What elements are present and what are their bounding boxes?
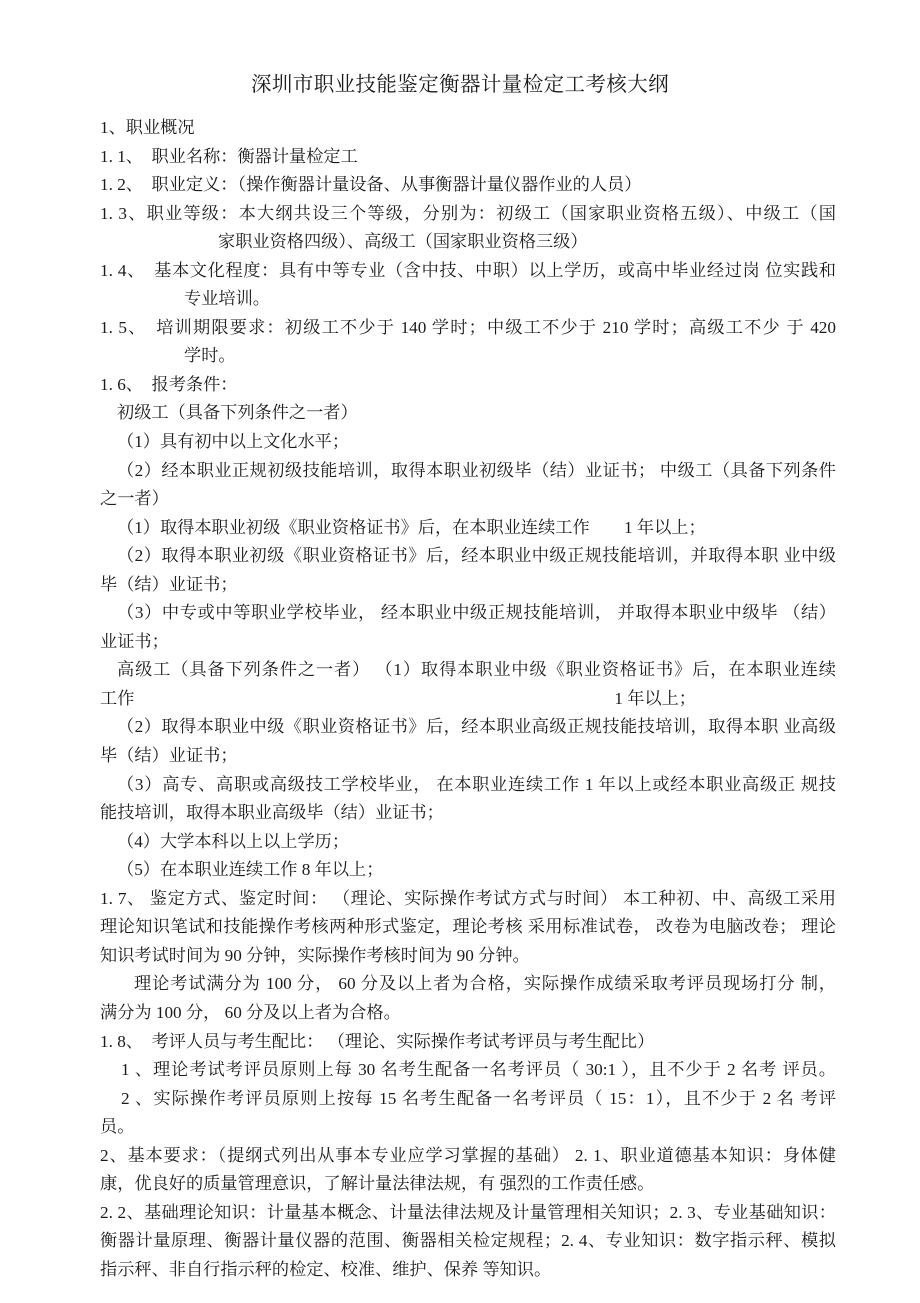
item-1-4-line-1: 1. 4、 基本文化程度：具有中等专业（含中技、中职）以上学历，或高中毕业经过岗 位实践和 [100, 260, 836, 280]
mid-condition-2-line-1: （2）取得本职业初级《职业资格证书》后，经本职业中级正规技能培训，并取得本职 业中级 [117, 546, 836, 566]
mid-condition-1: （1）取得本职业初级《职业资格证书》后，在本职业连续工作 1 年以上； [117, 517, 706, 537]
senior-condition-5: （5）在本职业连续工作 8 年以上； [117, 860, 384, 880]
mid-condition-2-line-2: 毕（结）业证书； [100, 574, 238, 594]
item-1-7-line-1: 1. 7、 鉴定方式、鉴定时间： （理论、实际操作考试方式与时间） 本工种初、中、高级工采用 [100, 888, 836, 908]
item-1-7-score-line-2: 满分为 100 分， 60 分及以上者为合格。 [100, 1002, 401, 1022]
junior-condition-2-line-2: 之一者） [100, 489, 169, 509]
item-2-2-line-1: 2. 2、基础理论知识：计量基本概念、计量法律法规及计量管理相关知识；2. 3、专业基础知识： [100, 1202, 836, 1222]
senior-condition-2-line-2: 毕（结）业证书； [100, 746, 238, 766]
item-2-2-line-3: 指示秤、非自行指示秤的检定、校准、维护、保养 等知识。 [100, 1259, 552, 1279]
item-1-6: 1. 6、 报考条件： [100, 374, 238, 394]
section-2-line-2: 康，优良好的质量管理意识，了解计量法律法规，有 强烈的工作责任感。 [100, 1174, 655, 1194]
item-2-2-line-2: 衡器计量原理、衡器计量仪器的范围、衡器相关检定规程；2. 4、专业知识：数字指示秤、模拟 [100, 1231, 836, 1251]
item-1-7-line-2: 理论知识笔试和技能操作考核两种形式鉴定，理论考核 采用标准试卷， 改卷为电脑改卷； 理论 [100, 917, 836, 937]
senior-condition-3-line-1: （3）高专、高职或高级技工学校毕业， 在本职业连续工作 1 年以上或经本职业高级正 规技 [117, 774, 836, 794]
senior-level-header-line-2 [100, 685, 836, 714]
page-title: 深圳市职业技能鉴定衡器计量检定工考核大纲 [251, 73, 669, 96]
item-1-5-line-2: 学时。 [184, 346, 236, 366]
section-2-line-1: 2、基本要求：（提纲式列出从事本专业应学习掌握的基础） 2. 1、职业道德基本知识：身体健 [100, 1145, 836, 1165]
senior-condition-4: （4）大学本科以上以上学历； [117, 831, 350, 851]
senior-header-years-value: 1 年以上； [614, 688, 696, 708]
mid-condition-3-line-1: （3）中专或中等职业学校毕业， 经本职业中级正规技能培训， 并取得本职业中级毕 （结） [117, 603, 836, 623]
item-1-1: 1. 1、 职业名称：衡器计量检定工 [100, 146, 358, 166]
item-1-3-line-2: 家职业资格四级）、高级工（国家职业资格三级） [218, 232, 588, 252]
item-1-4-line-2: 专业培训。 [184, 289, 270, 309]
item-1-8-ratio-2-line-2: 员。 [100, 1117, 135, 1137]
senior-header-work-label: 工作 [100, 688, 135, 708]
item-1-8: 1. 8、 考评人员与考生配比： （理论、实际操作考试考评员与考生配比） [100, 1031, 655, 1051]
item-1-8-ratio-1: 1 、理论考试考评员原则上每 30 名考生配备一名考评员（ 30:1 ），且不少于 2 名考 评员。 [121, 1060, 836, 1080]
junior-level-header: 初级工（具备下列条件之一者） [117, 403, 358, 423]
section-1-heading: 1、职业概况 [100, 118, 195, 137]
senior-condition-2-line-1: （2）取得本职业中级《职业资格证书》后，经本职业高级正规技能技培训，取得本职 业高级 [117, 717, 836, 737]
item-1-3-line-1: 1. 3、职业等级：本大纲共设三个等级，分别为：初级工（国家职业资格五级）、中级工（国 [100, 203, 836, 223]
item-1-7-score-line-1: 理论考试满分为 100 分， 60 分及以上者为合格，实际操作成绩采取考评员现场打分 制， [134, 974, 836, 994]
senior-condition-3-line-2: 能技培训，取得本职业高级毕（结）业证书； [100, 803, 444, 823]
mid-condition-3-line-2: 业证书； [100, 631, 169, 651]
document-body [100, 114, 836, 1284]
item-1-8-ratio-2-line-1: 2 、实际操作考评员原则上按每 15 名考生配备一名考评员（ 15：1），且不少于 2 名 考评 [121, 1088, 836, 1108]
junior-condition-2-line-1: （2）经本职业正规初级技能培训，取得本职业初级毕（结）业证书； 中级工（具备下列条件 [117, 460, 836, 480]
item-1-5-line-1: 1. 5、 培训期限要求：初级工不少于 140 学时；中级工不少于 210 学时；高级工不少 于 420 [100, 317, 836, 337]
item-1-7-line-3: 知识考试时间为 90 分钟，实际操作考核时间为 90 分钟。 [100, 945, 530, 965]
senior-level-header-line-1: 高级工（具备下列条件之一者） （1）取得本职业中级《职业资格证书》后，在本职业连续 [117, 660, 836, 680]
item-1-2: 1. 2、 职业定义：（操作衡器计量设备、从事衡器计量仪器作业的人员） [100, 175, 642, 195]
junior-condition-1: （1）具有初中以上文化水平； [117, 432, 350, 452]
